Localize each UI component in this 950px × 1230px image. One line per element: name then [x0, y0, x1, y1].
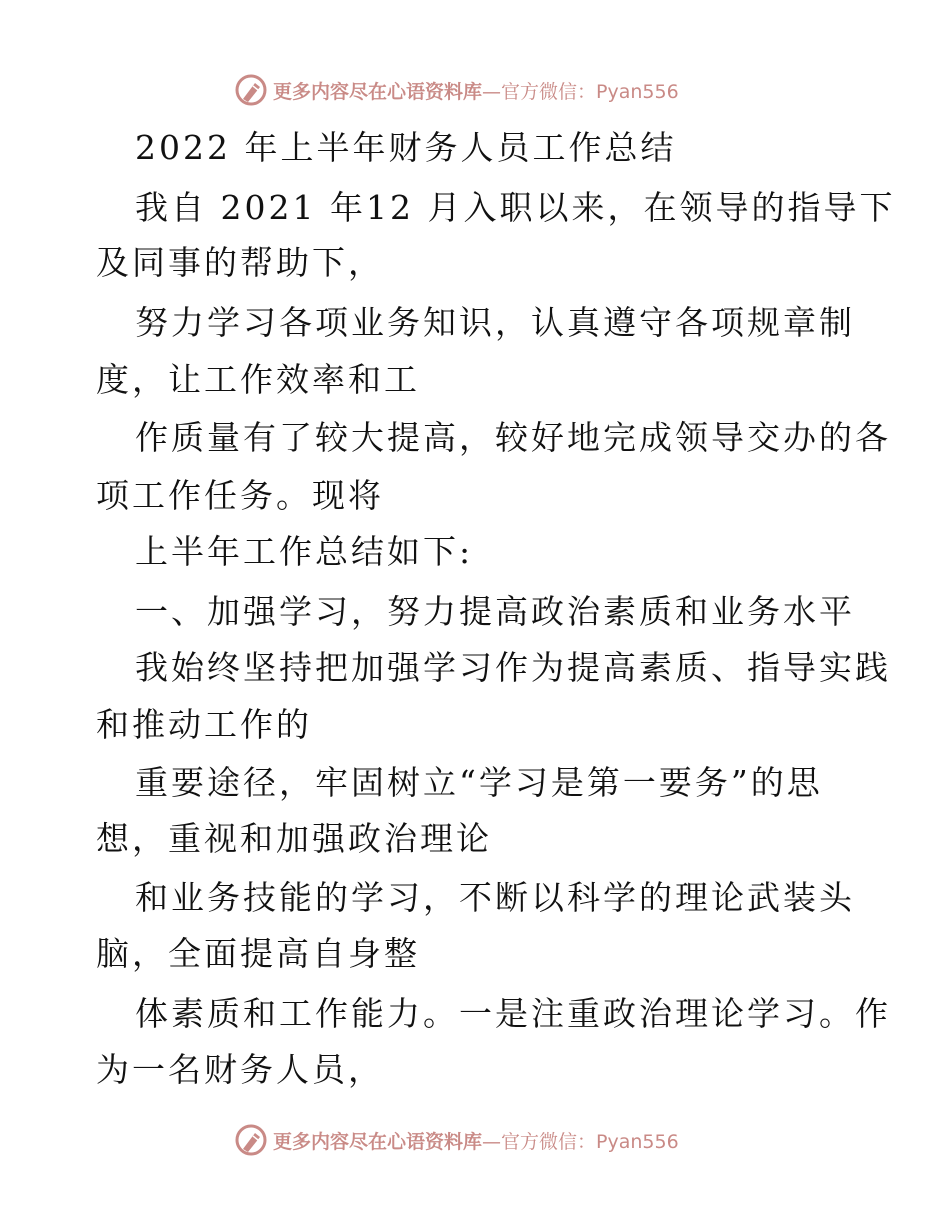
- paragraph-line: 为一名财务人员，: [96, 1050, 384, 1089]
- section-heading: 一、加强学习，努力提高政治素质和业务水平: [135, 592, 855, 631]
- pen-nib-logo-icon: [233, 72, 269, 108]
- paragraph-line: 脑，全面提高自身整: [96, 934, 420, 973]
- watermark-contact-text: —官方微信：Pyan556: [482, 1130, 679, 1153]
- paragraph-line: 体素质和工作能力。一是注重政治理论学习。作: [135, 994, 891, 1033]
- paragraph-line: 想，重视和加强政治理论: [96, 819, 492, 858]
- paragraph-line: 努力学习各项业务知识，认真遵守各项规章制: [135, 303, 855, 342]
- pen-nib-logo-icon: [233, 1122, 269, 1158]
- paragraph-line: 和推动工作的: [96, 705, 312, 744]
- header-watermark-banner: [233, 70, 679, 110]
- paragraph-line: 上半年工作总结如下:: [135, 532, 474, 571]
- watermark-contact-text: —官方微信：Pyan556: [482, 80, 679, 103]
- paragraph-line: 作质量有了较大提高，较好地完成领导交办的各: [135, 418, 891, 457]
- paragraph-line: 和业务技能的学习，不断以科学的理论武装头: [135, 878, 855, 917]
- watermark-brand-text: 更多内容尽在心语资料库: [273, 80, 483, 103]
- paragraph-line: 我自 2021 年12 月入职以来，在领导的指导下: [135, 188, 896, 227]
- paragraph-line: 重要途径，牢固树立“学习是第一要务”的思: [135, 763, 823, 802]
- watermark-brand-text: 更多内容尽在心语资料库: [273, 1130, 483, 1153]
- paragraph-line: 度，让工作效率和工: [96, 360, 420, 399]
- paragraph-line: 及同事的帮助下，: [96, 243, 384, 282]
- footer-watermark-banner: [233, 1120, 679, 1160]
- paragraph-line: 项工作任务。现将: [96, 476, 384, 515]
- document-title: 2022 年上半年财务人员工作总结: [135, 128, 677, 167]
- paragraph-line: 我始终坚持把加强学习作为提高素质、指导实践: [135, 648, 891, 687]
